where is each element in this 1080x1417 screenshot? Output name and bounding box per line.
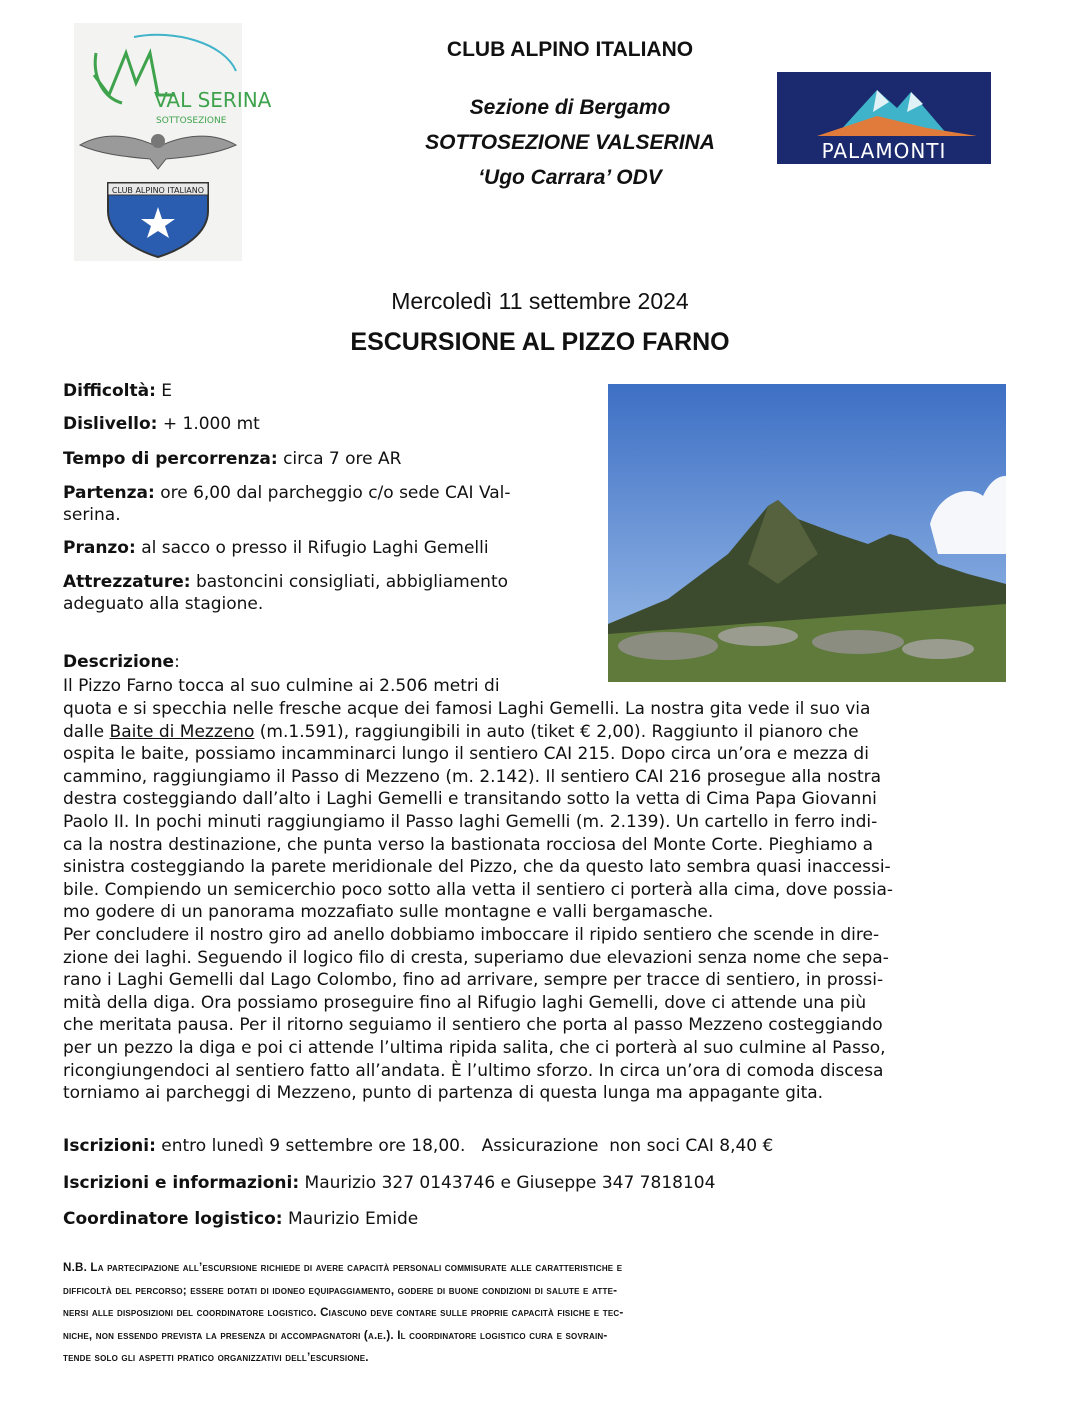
coordinatore-value: Maurizio Emide [287,1209,419,1229]
difficolta-field [63,380,172,402]
iscrizioni-label: Iscrizioni: [63,1136,156,1156]
dislivello-value: + 1.000 mt [162,414,260,434]
partenza-field [63,482,511,504]
descrizione-colon: : [174,652,180,672]
palamonti-logo [777,72,991,164]
tempo-value: circa 7 ore AR [283,449,402,469]
tempo-field [63,448,401,470]
dislivello-label: Dislivello: [63,414,158,434]
tempo-label: Tempo di percorrenza: [63,449,278,469]
description-line: ricongiungendoci al sentiero fatto all’andata. È l’ultimo sforzo. In circa un’ora di comoda discesa [63,1060,884,1081]
partenza-label: Partenza: [63,483,155,503]
subsection-dedication: ‘Ugo Carrara’ ODV [478,166,662,189]
pizzo-farno-photo [608,384,1006,682]
description-line: cammino, raggiungiamo il Passo di Mezzeno (m. 2.142). Il sentiero CAI 216 prosegue alla nostra [63,766,882,787]
pranzo-label: Pranzo: [63,538,136,558]
description-line: zione dei laghi. Seguendo il logico filo di cresta, superiamo due elevazioni senza nome che sepa- [63,947,889,968]
valserina-logo-text: VAL SERINA [154,88,272,112]
pranzo-value: al sacco o presso il Rifugio Laghi Gemelli [141,538,489,558]
description-line: quota e si specchia nelle fresche acque dei famosi Laghi Gemelli. La nostra gita vede il suo via [63,699,871,719]
partenza-value-continued: serina. [63,505,121,525]
pranzo-field [63,537,489,559]
event-date: Mercoledì 11 settembre 2024 [391,288,689,314]
event-title: ESCURSIONE AL PIZZO FARNO [350,328,730,356]
coordinatore-field [63,1208,418,1230]
subsection-name: SOTTOSEZIONE VALSERINA [425,131,715,154]
description-line: destra costeggiando dall’alto i Laghi Gemelli e transitando sotto la vetta di Cima Papa Giovanni [63,789,877,810]
description-line: dalle Baite di Mezzeno (m.1.591), raggiungibili in auto (tiket € 2,00). Raggiunto il pianoro che [63,721,859,742]
partenza-value: ore 6,00 dal parcheggio c/o sede CAI Val- [160,483,511,503]
description-line: torniamo ai parcheggi di Mezzeno, punto di partenza di questa lunga ma appagante gita. [63,1083,824,1104]
description-line: rano i Laghi Gemelli dal Lago Colombo, fino ad arrivare, sempre per tracce di sentiero, in prossi- [63,970,884,991]
description-line: Per concludere il nostro giro ad anello dobbiamo imboccare il ripido sentiero che scende in dire- [63,924,880,945]
description-body [63,698,1017,1105]
description-line: bile. Compiendo un semicerchio poco sotto alla vetta il sentiero ci porterà alla cima, dove possia- [63,879,894,900]
attrezzature-value: bastoncini consigliati, abbigliamento [195,572,509,592]
iscrizioni-field [63,1135,773,1157]
nb-line: nersi alle disposizioni del coordinatore logistico. Ciascuno deve contare sulle proprie capacità fisiche e tec- [63,1306,624,1319]
section-name: Sezione di Bergamo [469,96,671,119]
informazioni-label: Iscrizioni e informazioni: [63,1173,300,1193]
attrezzature-field [63,571,508,593]
informazioni-field [63,1172,715,1194]
description-line: Paolo II. In pochi minuti raggiungiamo il Passo laghi Gemelli (m. 2.139). Un cartello in ferro indi- [63,811,878,832]
descrizione-heading [63,652,180,672]
nb-line: difficoltà del percorso; essere dotati di idoneo equipaggiamento, godere di buone condizioni di salute e atte- [63,1283,618,1297]
attrezzature-value-continued: adeguato alla stagione. [63,594,264,614]
attrezzature-label: Attrezzature: [63,572,191,592]
club-title: CLUB ALPINO ITALIANO [446,38,694,61]
sottosezione-logo-text: SOTTOSEZIONE [156,116,227,126]
description-line: ca la nostra destinazione, che punta verso la bastionata rocciosa del Monte Corte. Pieghiamo a [63,834,874,855]
nb-disclaimer [63,1257,1023,1370]
valserina-cai-logo [74,23,272,261]
dislivello-field [63,413,260,435]
difficolta-value: E [161,381,173,401]
description-line: mità della diga. Ora possiamo proseguire fino al Rifugio laghi Gemelli, dove ci attende una più [63,992,867,1013]
cai-shield-text: CLUB ALPINO ITALIANO [111,186,205,195]
nb-line: tende solo gli aspetti pratico organizzativi dell’escursione. [63,1351,369,1364]
baite-di-mezzeno-link: Baite di Mezzeno [109,721,255,742]
difficolta-label: Difficoltà: [63,381,156,401]
description-line: sinistra costeggiando la parete meridionale del Pizzo, che da questo lato sembra quasi inaccessi- [63,857,891,878]
informazioni-value: Maurizio 327 0143746 e Giuseppe 347 7818104 [304,1173,716,1193]
description-line: per un pezzo la diga e poi ci attende l’ultima ripida salita, che ci porterà al suo culmine al Passo, [63,1037,886,1058]
descrizione-label: Descrizione [63,652,175,672]
nb-line: N.B. La partecipazione all’escursione richiede di avere capacità personali commisurate alle caratteristiche e [63,1261,623,1274]
nb-line: niche, non essendo prevista la presenza di accompagnatori (a.e.). Il coordinatore logistico cura e sovrain- [63,1328,608,1342]
description-line: ospita le baite, possiamo incamminarci lungo il sentiero CAI 215. Dopo circa un’ora e mezza di [63,744,869,765]
description-line: che meritata pausa. Per il ritorno seguiamo il sentiero che porta al passo Mezzeno costeggiando [63,1015,883,1036]
coordinatore-label: Coordinatore logistico: [63,1209,283,1229]
palamonti-logo-text: PALAMONTI [821,139,947,163]
description-line-1: Il Pizzo Farno tocca al suo culmine ai 2.506 metri di [63,676,500,696]
iscrizioni-value: entro lunedì 9 settembre ore 18,00. Assicurazione non soci CAI 8,40 € [161,1136,774,1156]
description-line: mo godere di un panorama mozzafiato sulle montagne e valli bergamasche. [63,902,714,923]
